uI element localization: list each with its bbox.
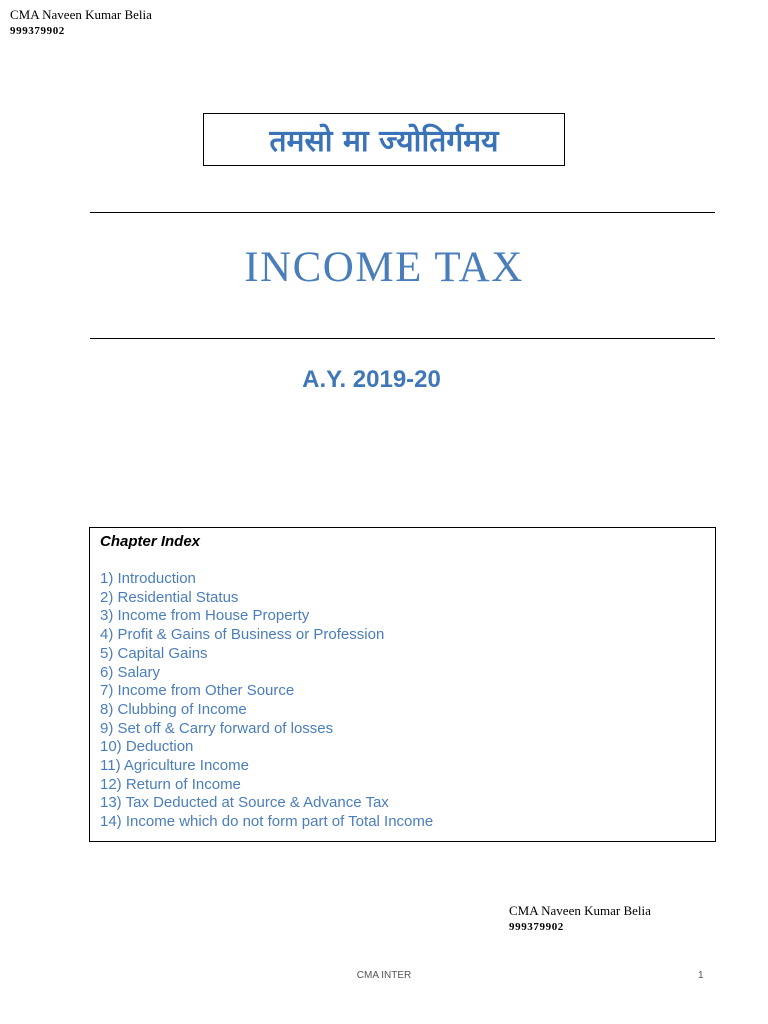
chapter-item: 5) Capital Gains [100,644,208,662]
chapter-item: 14) Income which do not form part of Total Income [100,813,434,831]
chapter-item: 12) Return of Income [100,775,241,793]
chapter-item: 2) Residential Status [100,588,239,606]
assessment-year: A.Y. 2019-20 [302,366,441,393]
chapter-item: 11) Agriculture Income [100,757,249,775]
page-footer-label: CMA INTER [356,970,412,981]
chapter-index-box [89,527,716,842]
chapter-item: 8) Clubbing of Income [100,700,247,718]
motto-text: तमसो मा ज्योतिर्गमय [269,124,499,159]
chapter-index-heading: Chapter Index [100,533,201,550]
top-divider [90,212,715,213]
chapter-item: 13) Tax Deducted at Source & Advance Tax [100,794,389,812]
page-title: INCOME TAX [244,244,524,291]
chapter-item: 1) Introduction [100,570,196,587]
motto-box [203,113,565,166]
chapter-item: 6) Salary [100,663,161,681]
header-author-phone: 999379902 [10,25,65,37]
chapter-index-list [100,570,705,832]
bottom-divider [90,338,715,339]
header-author-name: CMA Naveen Kumar Belia [10,7,152,22]
footer-author-phone: 999379902 [509,921,564,933]
footer-author-name: CMA Naveen Kumar Belia [509,903,651,918]
chapter-item: 4) Profit & Gains of Business or Profession [100,626,385,644]
chapter-item: 9) Set off & Carry forward of losses [100,719,334,737]
footer-author-block [509,902,651,936]
page-number: 1 [698,970,704,981]
header-author-block [10,6,152,40]
chapter-item: 10) Deduction [100,738,194,756]
chapter-item: 7) Income from Other Source [100,682,295,700]
chapter-item: 3) Income from House Property [100,607,310,625]
